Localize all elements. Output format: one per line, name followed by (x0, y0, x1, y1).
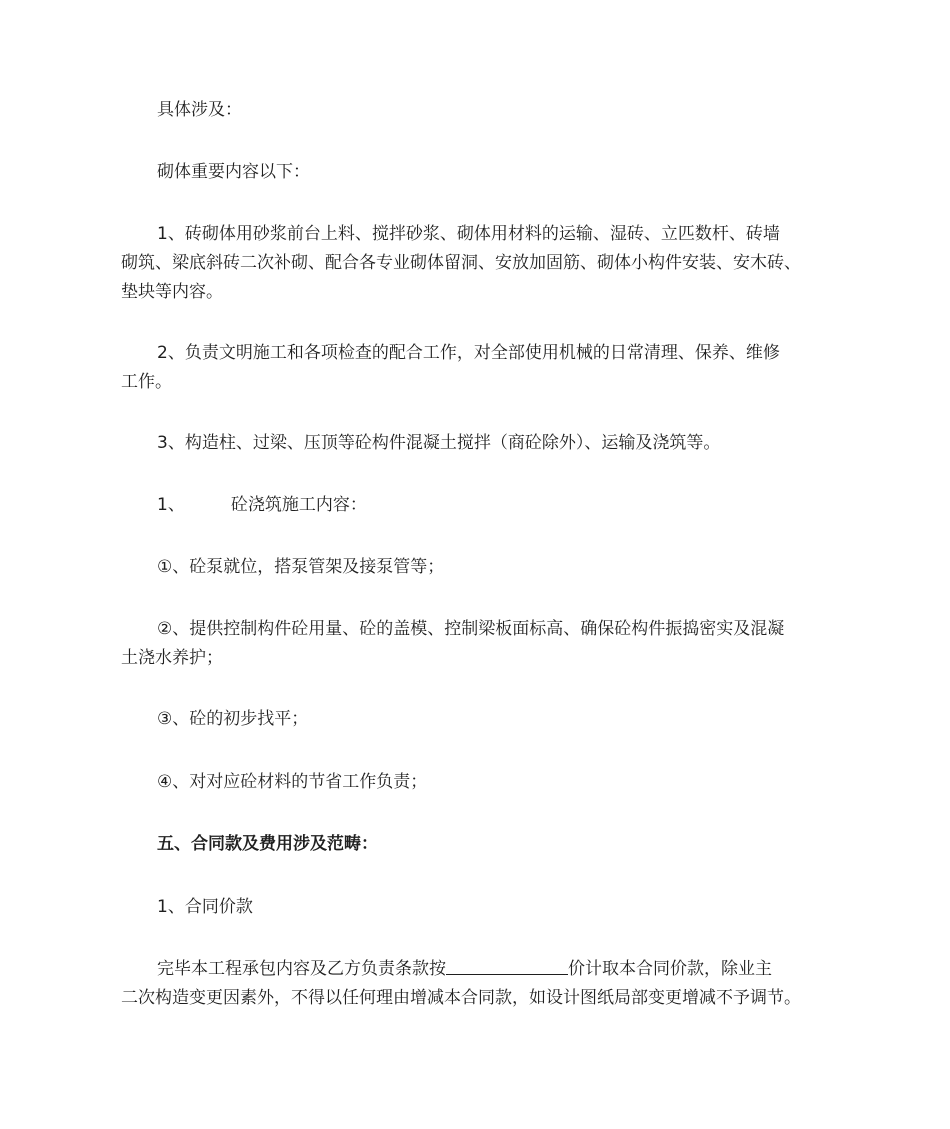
paragraph-concrete-heading (121, 491, 837, 520)
paragraph-concrete-item-1: ①、砼泵就位，搭泵管架及接泵管等； (157, 557, 445, 577)
paragraph-concrete-item-3: ③、砼的初步找平； (157, 709, 309, 729)
paragraph-concrete-item-2: ②、提供控制构件砼用量、砼的盖模、控制梁板面标高、确保砼构件振捣密实及混凝 土浇水养护； (121, 619, 785, 668)
paragraph-masonry-item-2: 2、负责文明施工和各项检查的配合工作，对全部使用机械的日常清理、保养、维修 工作。 (121, 343, 780, 392)
item-number: 1、 (157, 495, 185, 515)
paragraph-concrete-item-4: ④、对对应砼材料的节省工作负责； (157, 772, 428, 792)
text-after-blank: 价计取本合同价款，除业主 (568, 959, 772, 979)
text-before-blank: 完毕本工程承包内容及乙方负责条款按 (157, 959, 446, 979)
paragraph-contract-price-body: 完毕本工程承包内容及乙方负责条款按 价计取本合同价款，除业主 二次构造变更因素外，不得以任何理由增减本合同款，如设计图纸局部变更增减不予调节。 (121, 959, 801, 1008)
paragraph-contract-price-title: 1、合同价款 (157, 897, 253, 917)
section-heading-contract-price: 五、合同款及费用涉及范畴： (157, 834, 378, 854)
item-text: 砼浇筑施工内容： (230, 495, 367, 515)
fill-in-blank (446, 958, 568, 975)
paragraph-masonry-item-3: 3、构造柱、过梁、压顶等砼构件混凝土搅拌（商砼除外）、运输及浇筑等。 (157, 433, 721, 453)
paragraph-masonry-intro: 砌体重要内容以下： (157, 162, 310, 182)
paragraph-masonry-item-1: 1、砖砌体用砂浆前台上料、搅拌砂浆、砌体用材料的运输、湿砖、立匹数杆、砖墙 砌筑、梁底斜砖二次补砌、配合各专业砌体留洞、安放加固筋、砌体小构件安装、安木砖、 垫块等内容。 (121, 224, 801, 302)
paragraph-specific-scope: 具体涉及： (157, 100, 242, 120)
